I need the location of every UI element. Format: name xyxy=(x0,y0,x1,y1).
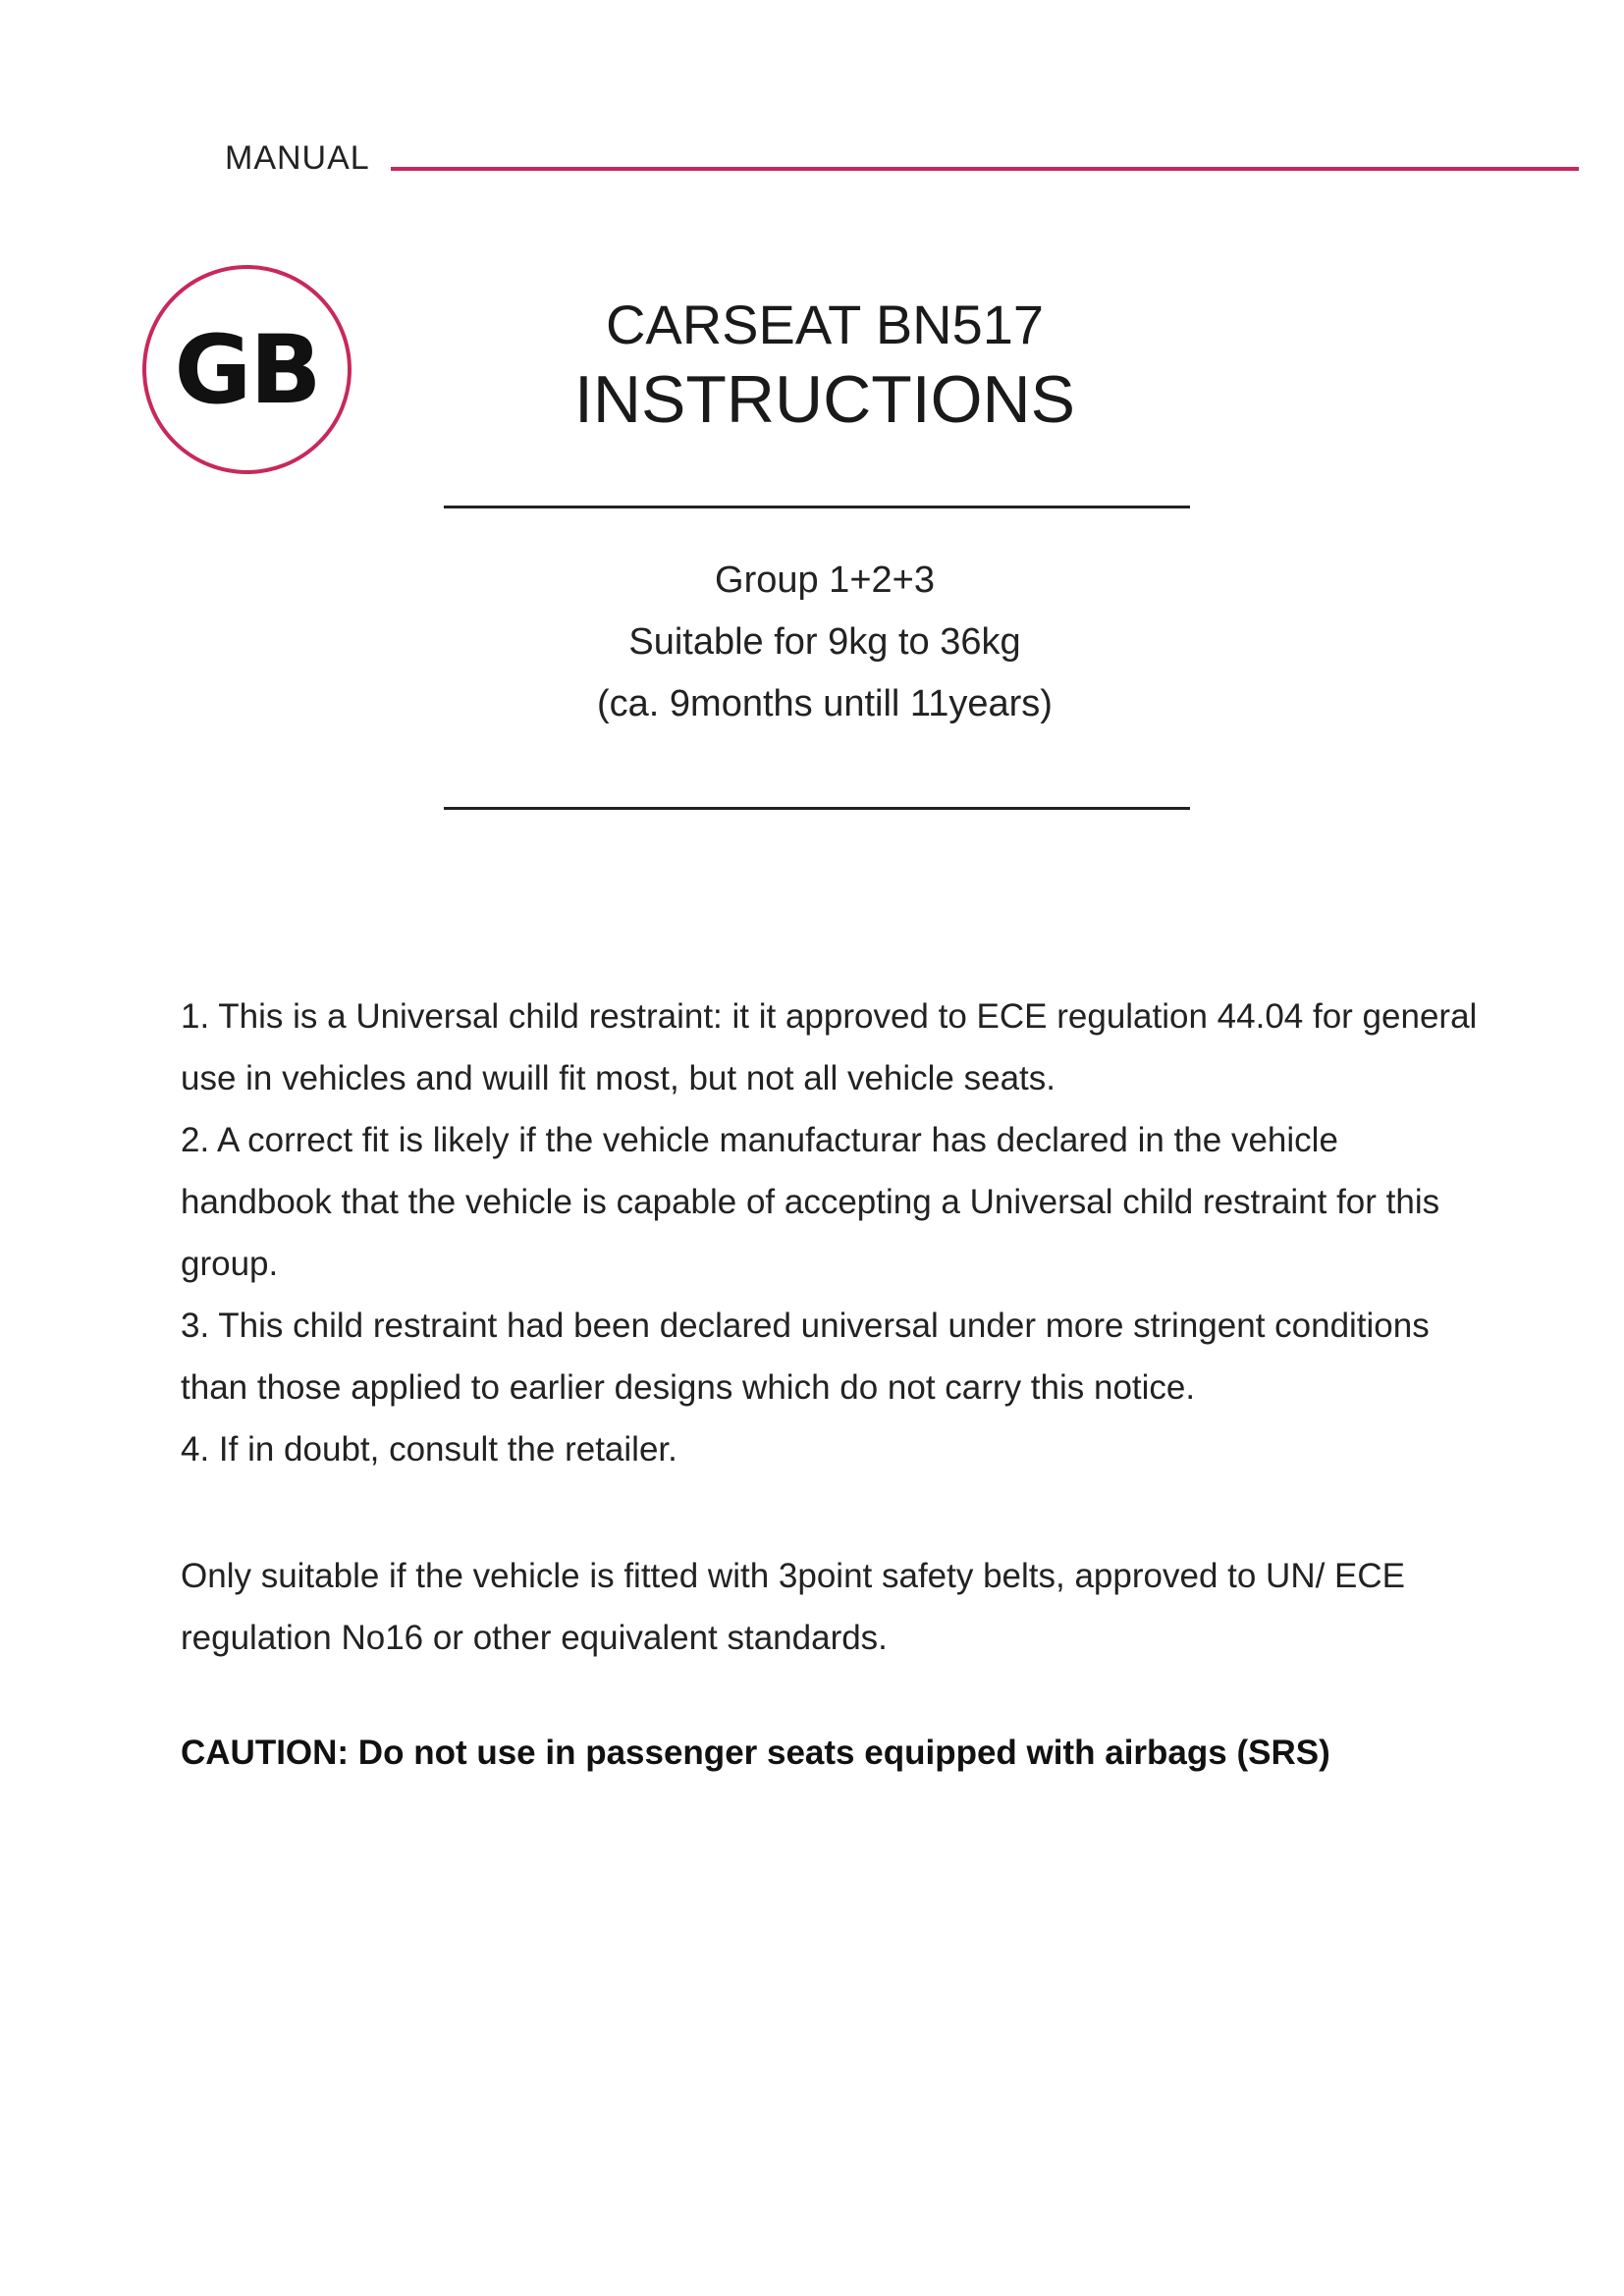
spec-divider-bottom xyxy=(444,807,1190,810)
instruction-item: 2. A correct fit is likely if the vehicle manufacturar has declared in the vehicle handbook that the vehicle is capable of accepting a Universal child restraint for this group. xyxy=(181,1121,1440,1283)
country-code: GB xyxy=(174,314,320,425)
seatbelt-note-text: Only suitable if the vehicle is fitted with 3point safety belts, approved to UN/ ECE regulation No16 or other equivalent standards. xyxy=(181,1557,1406,1657)
country-badge xyxy=(142,265,352,474)
instructions-heading: INSTRUCTIONS xyxy=(574,362,1075,437)
spec-divider-top xyxy=(444,506,1190,508)
airbag-caution: CAUTION: Do not use in passenger seats equipped with airbags (SRS) xyxy=(181,1734,1330,1772)
product-title: CARSEAT BN517 xyxy=(605,294,1045,355)
spec-group: Group 1+2+3 xyxy=(715,560,935,601)
instruction-item: 4. If in doubt, consult the retailer. xyxy=(181,1430,677,1468)
manual-header-label: MANUAL xyxy=(225,139,370,177)
spec-weight: Suitable for 9kg to 36kg xyxy=(628,621,1021,663)
seatbelt-note xyxy=(181,1545,1487,1669)
instruction-item: 3. This child restraint had been declared universal under more stringent conditions than those applied to earlier designs which do not carry this notice. xyxy=(181,1307,1430,1407)
header-divider xyxy=(391,167,1579,171)
spec-age: (ca. 9months untill 11years) xyxy=(597,683,1053,724)
numbered-instructions xyxy=(181,986,1487,1480)
instruction-item: 1. This is a Universal child restraint: it it approved to ECE regulation 44.04 for general use in vehicles and wuill fit most, but not all vehicle seats. xyxy=(181,997,1478,1097)
